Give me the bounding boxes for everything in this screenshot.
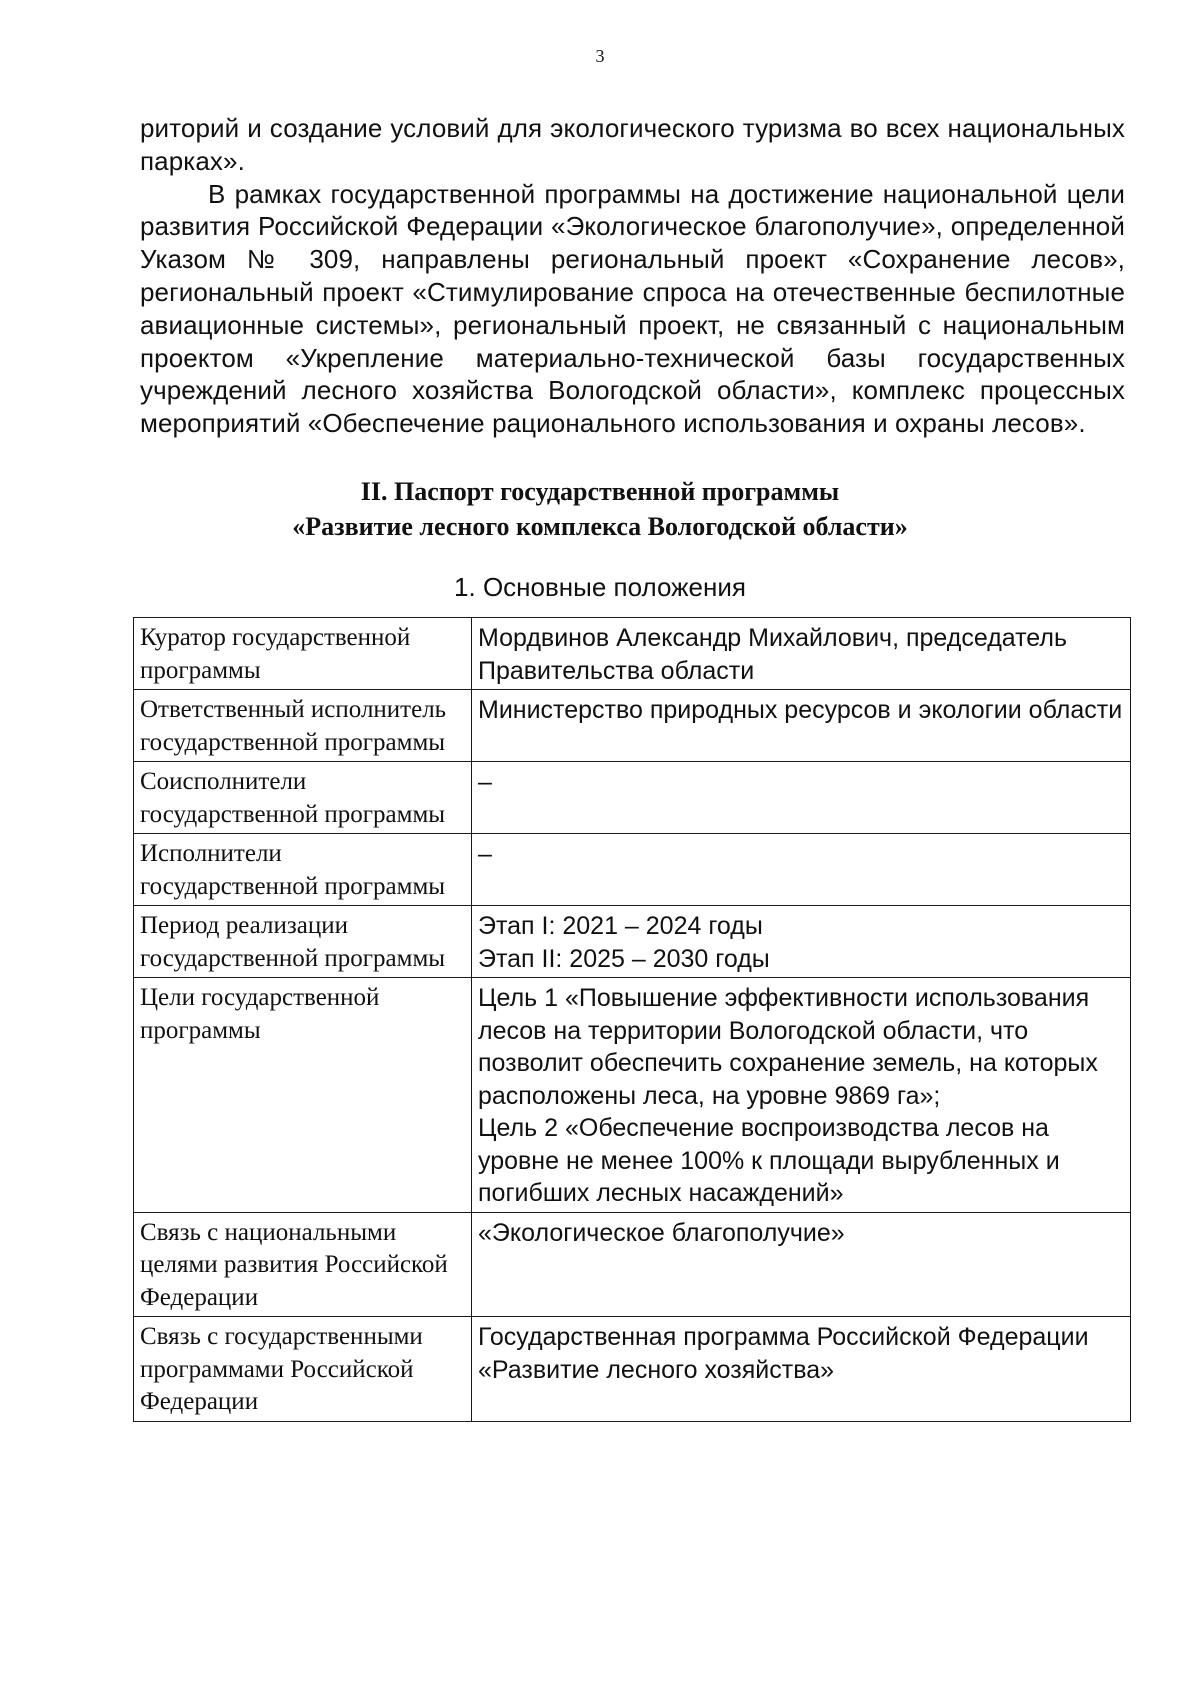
table-row <box>134 690 1131 762</box>
row-label-executors: Исполнители государственной программы <box>134 834 472 906</box>
row-label-period: Период реализации государственной программы <box>134 906 472 978</box>
row-value-goals <box>472 978 1131 1213</box>
passport-table <box>133 617 1131 1422</box>
section-title-line-1: II. Паспорт государственной программы <box>360 477 840 506</box>
row-value-responsible-executor <box>472 690 1131 762</box>
row-label-goals: Цели государственной программы <box>134 978 472 1213</box>
intro-text <box>140 112 1125 440</box>
cell-line: Государственная программа Российской Федерации «Развитие лесного хозяйства» <box>478 1323 1089 1384</box>
cell-line: Этап II: 2025 – 2030 годы <box>478 944 770 973</box>
table-row <box>134 906 1131 978</box>
row-value-period <box>472 906 1131 978</box>
table-row <box>134 834 1131 906</box>
section-title-line-2: «Развитие лесного комплекса Вологодской области» <box>292 512 908 541</box>
table-row <box>134 1212 1131 1317</box>
page-number: 3 <box>595 46 605 66</box>
row-label-national-goals: Связь с национальными целями развития Российской Федерации <box>134 1212 472 1317</box>
cell-line: – <box>478 768 492 796</box>
cell-line: Министерство природных ресурсов и экологии области <box>478 696 1123 724</box>
section-title <box>0 474 1200 544</box>
cell-line: – <box>478 840 492 868</box>
row-label-curator: Куратор государственной программы <box>134 618 472 690</box>
row-label-co-executors: Соисполнители государственной программы <box>134 762 472 834</box>
table-row <box>134 762 1131 834</box>
table-row <box>134 618 1131 690</box>
cell-line: Цель 2 «Обеспечение воспроизводства лесов на уровне не менее 100% к площади вырубленных и погибших лесных насаждений» <box>478 1114 1060 1207</box>
row-value-curator <box>472 618 1131 690</box>
row-label-state-programs: Связь с государственными программами Российской Федерации <box>134 1317 472 1422</box>
intro-paragraph-1: риторий и создание условий для экологического туризма во всех национальных парках». <box>140 113 1125 176</box>
row-value-national-goals <box>472 1212 1131 1317</box>
cell-line: Мордвинов Александр Михайлович, председатель Правительства области <box>478 624 1067 685</box>
intro-paragraph-2: В рамках государственной программы на достижение национальной цели развития Российской Федерации «Экологическое благополучие», определенной Указом № 309, направлены региональный проект «Сохранение лесов», региональный проект «Стимулирование спроса на отечественные беспилотные авиационные системы», региональный проект, не связанный с национальным проектом «Укрепление материально-технической базы государственных учреждений лесного хозяйства Вологодской области», комплекс процессных мероприятий «Обеспечение рационального использования и охраны лесов». <box>140 178 1125 439</box>
row-value-co-executors <box>472 762 1131 834</box>
cell-line: «Экологическое благополучие» <box>478 1218 845 1247</box>
cell-line: Этап I: 2021 – 2024 годы <box>478 912 763 940</box>
cell-line: Цель 1 «Повышение эффективности использования лесов на территории Вологодской области, что позволит обеспечить сохранение земель, на которых расположены леса, на уровне 9869 га»; <box>478 984 1098 1110</box>
row-label-responsible-executor: Ответственный исполнитель государственной программы <box>134 690 472 762</box>
subsection-title: 1. Основные положения <box>454 572 746 602</box>
row-value-executors <box>472 834 1131 906</box>
row-value-state-programs <box>472 1317 1131 1422</box>
table-row <box>134 978 1131 1213</box>
table-row <box>134 1317 1131 1422</box>
